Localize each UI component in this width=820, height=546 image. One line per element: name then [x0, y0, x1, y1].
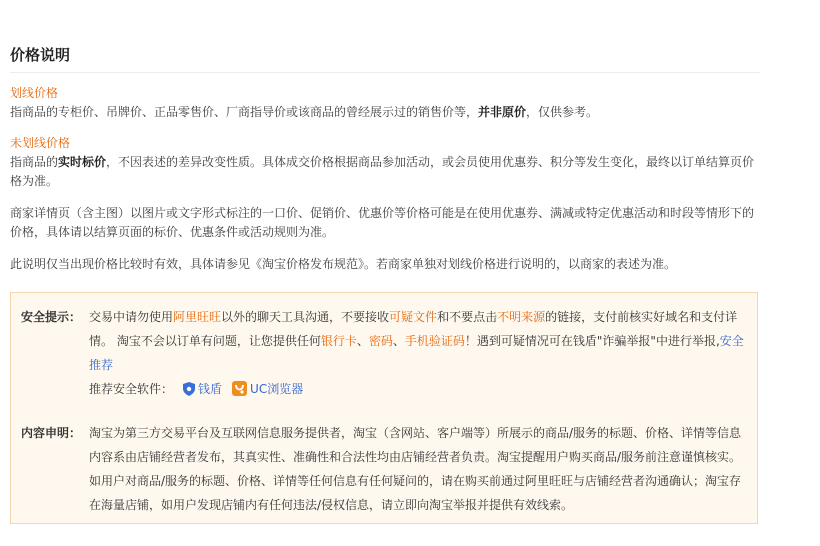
crossed-price-bold: 并非原价: [478, 105, 527, 119]
uncrossed-price-bold: 实时标价: [58, 155, 107, 169]
safety-content: [89, 305, 749, 401]
recommend-label: 推荐安全软件：: [89, 382, 174, 396]
crossed-price-text: [10, 103, 762, 122]
password-link[interactable]: 密码: [368, 334, 393, 348]
uncrossed-price-heading: 未划线价格: [10, 136, 71, 150]
sms-code-link[interactable]: 手机验证码: [404, 334, 465, 348]
page-title: 价格说明: [10, 44, 760, 73]
notice-box: [10, 292, 758, 524]
safety-text-5: 、: [356, 334, 369, 348]
content-label: 内容申明：: [21, 426, 82, 440]
crossed-price-text-post: ，仅供参考。: [526, 105, 599, 119]
uncrossed-price-text-pre: 指商品的: [10, 155, 59, 169]
bank-card-link[interactable]: 银行卡: [320, 334, 357, 348]
uc-browser-icon: [232, 381, 247, 396]
crossed-price-section: [10, 84, 762, 122]
validity-paragraph: 此说明仅当出现价格比较时有效，具体请参见《淘宝价格发布规范》。若商家单独对划线价格进行说明的，以商家的表述为准。: [10, 257, 677, 271]
suspicious-file-link[interactable]: 可疑文件: [389, 310, 438, 324]
safety-text-4: 的链接，支付前核实好域名和支付详情。 淘宝不会以订单有问题，让您提供任何: [89, 310, 738, 348]
qiandun-link[interactable]: [183, 377, 222, 401]
crossed-price-heading: 划线价格: [10, 86, 59, 100]
unknown-source-link[interactable]: 不明来源: [497, 310, 546, 324]
uncrossed-price-text-post: ，不因表述的差异改变性质。具体成交价格根据商品参加活动，或会员使用优惠券、积分等发生变化，最终以订单结算页价格为准。: [10, 155, 755, 188]
safety-text-2: 以外的聊天工具沟通，不要接收: [221, 310, 390, 324]
recommend-software-row: [89, 377, 749, 401]
crossed-price-text-pre: 指商品的专柜价、吊牌价、正品零售价、厂商指导价或该商品的曾经展示过的销售价等，: [10, 105, 479, 119]
uc-browser-label: UC浏览器: [250, 382, 304, 396]
aliwangwang-link[interactable]: 阿里旺旺: [173, 310, 222, 324]
qiandun-label: 钱盾: [198, 382, 223, 396]
safety-text-6: 、: [392, 334, 405, 348]
detail-price-paragraph: 商家详情页（含主图）以图片或文字形式标注的一口价、促销价、优惠价等价格可能是在使用优惠券、满减或特定优惠活动和时段等情形下的价格，具体请以结算页面的标价、优惠条件或活动规则为准。: [10, 206, 755, 239]
uncrossed-price-section: [10, 134, 762, 191]
safety-label: 安全提示：: [21, 310, 82, 324]
safety-recommend-link[interactable]: 安全推荐: [89, 334, 744, 372]
safety-text-7: ！遇到可疑情况可在钱盾"诈骗举报"中进行举报,: [464, 334, 720, 348]
uncrossed-price-text: [10, 153, 762, 191]
safety-text-1: 交易中请勿使用: [89, 310, 174, 324]
uc-browser-link[interactable]: [232, 377, 303, 401]
shield-icon: [183, 382, 195, 396]
safety-text-3: 和不要点击: [437, 310, 498, 324]
content-statement-text: 淘宝为第三方交易平台及互联网信息服务提供者，淘宝（含网站、客户端等）所展示的商品/服务的标题、价格、详情等信息内容系由店铺经营者发布，其真实性、准确性和合法性均由店铺经营者负责。淘宝提醒用户购买商品/服务前注意谨慎核实。如用户对商品/服务的标题、价格、详情等任何信息有任何疑问的，请在购买前通过阿里旺旺与店铺经营者沟通确认；淘宝存在海量店铺，如用户发现店铺内有任何违法/侵权信息，请立即向淘宝举报并提供有效线索。: [89, 426, 742, 512]
